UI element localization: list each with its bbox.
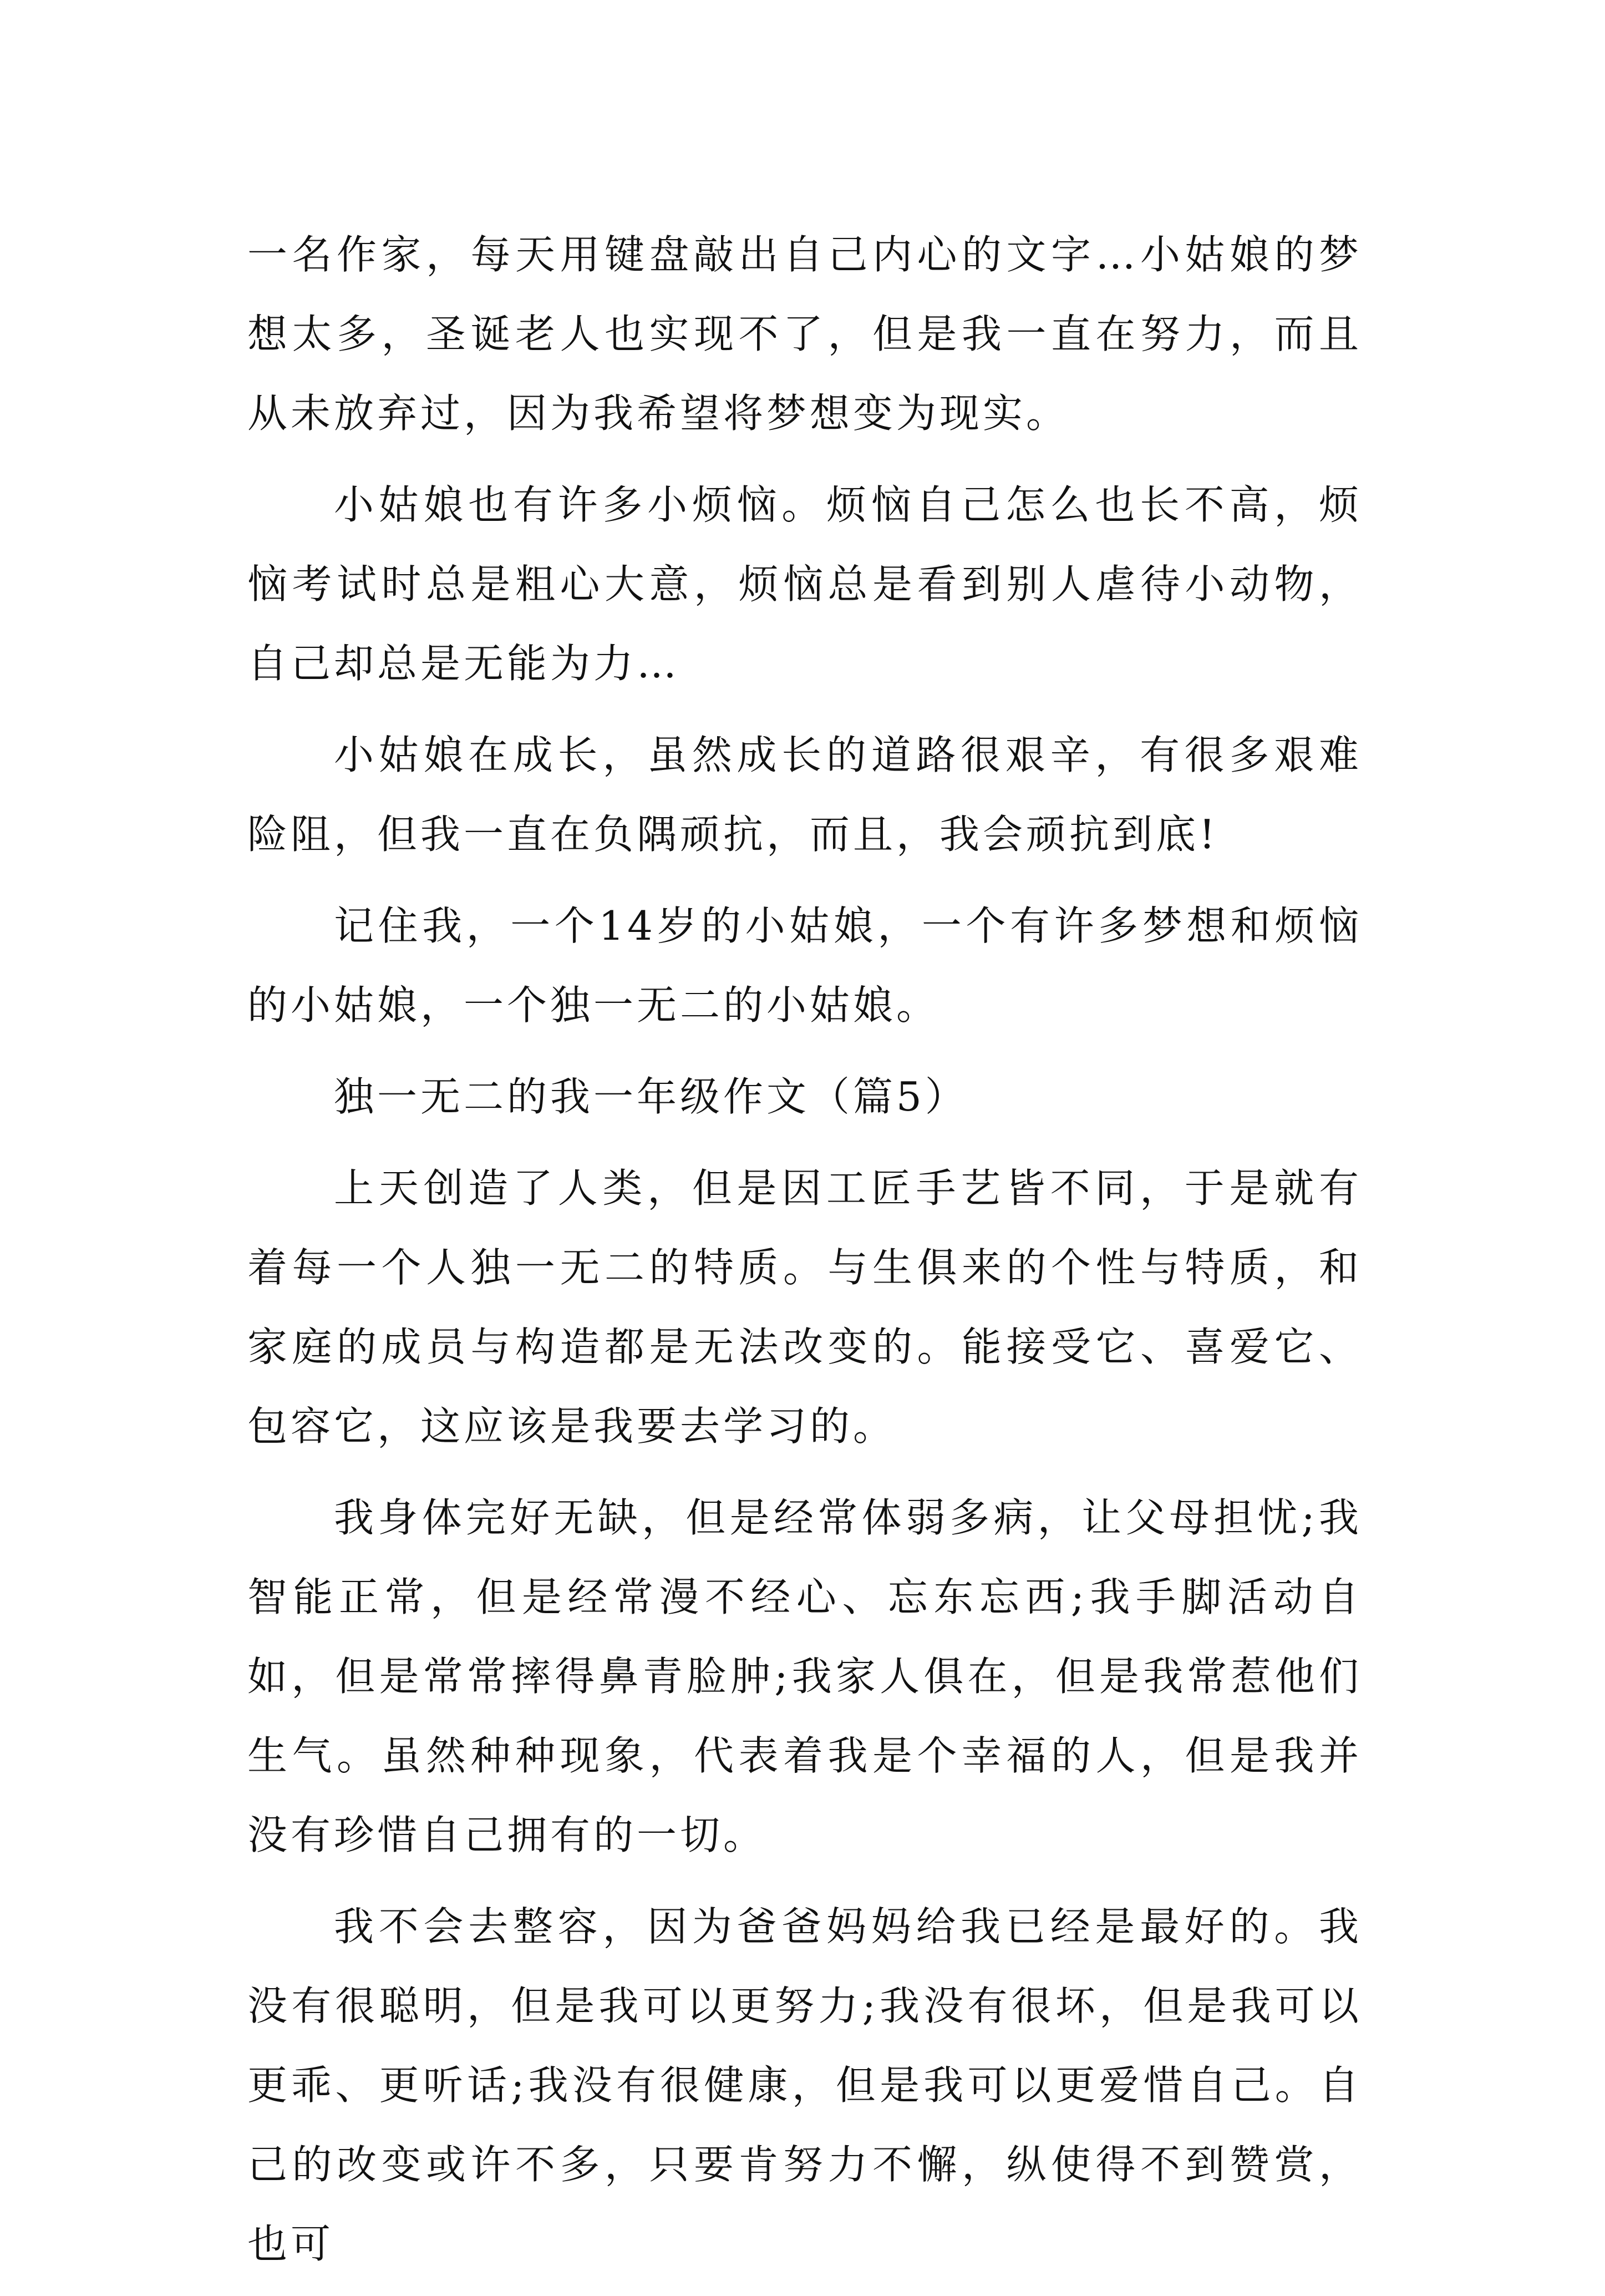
paragraph: 我身体完好无缺，但是经常体弱多病，让父母担忧;我智能正常，但是经常漫不经心、忘东忘西;我手脚活动自如，但是常常摔得鼻青脸肿;我家人俱在，但是我常惹他们生气。虽然种种现象，代表着我是个幸福的人，但是我并没有珍惜自己拥有的一切。 xyxy=(247,1494,1362,1858)
paragraph: 小姑娘在成长，虽然成长的道路很艰辛，有很多艰难险阻，但我一直在负隅顽抗，而且，我会顽抗到底! xyxy=(247,732,1362,858)
section-heading: 独一无二的我一年级作文（篇5） xyxy=(334,1073,968,1120)
paragraph: 一名作家，每天用键盘敲出自己内心的文字…小姑娘的梦想太多，圣诞老人也实现不了，但是我一直在努力，而且从未放弃过，因为我希望将梦想变为现实。 xyxy=(247,231,1362,437)
document-body xyxy=(247,215,1362,2296)
paragraph: 小姑娘也有许多小烦恼。烦恼自己怎么也长不高，烦恼考试时总是粗心大意，烦恼总是看到别人虐待小动物，自己却总是无能为力… xyxy=(247,481,1362,687)
paragraph: 我不会去整容，因为爸爸妈妈给我已经是最好的。我没有很聪明，但是我可以更努力;我没有很坏，但是我可以更乖、更听话;我没有很健康，但是我可以更爱惜自己。自己的改变或许不多，只要肯努力不懈，纵使得不到赞赏，也可 xyxy=(247,1903,1362,2267)
paragraph: 记住我，一个14岁的小姑娘，一个有许多梦想和烦恼的小姑娘，一个独一无二的小姑娘。 xyxy=(247,903,1362,1028)
paragraph: 上天创造了人类，但是因工匠手艺皆不同，于是就有着每一个人独一无二的特质。与生俱来的个性与特质，和家庭的成员与构造都是无法改变的。能接受它、喜爱它、包容它，这应该是我要去学习的。 xyxy=(247,1165,1362,1449)
